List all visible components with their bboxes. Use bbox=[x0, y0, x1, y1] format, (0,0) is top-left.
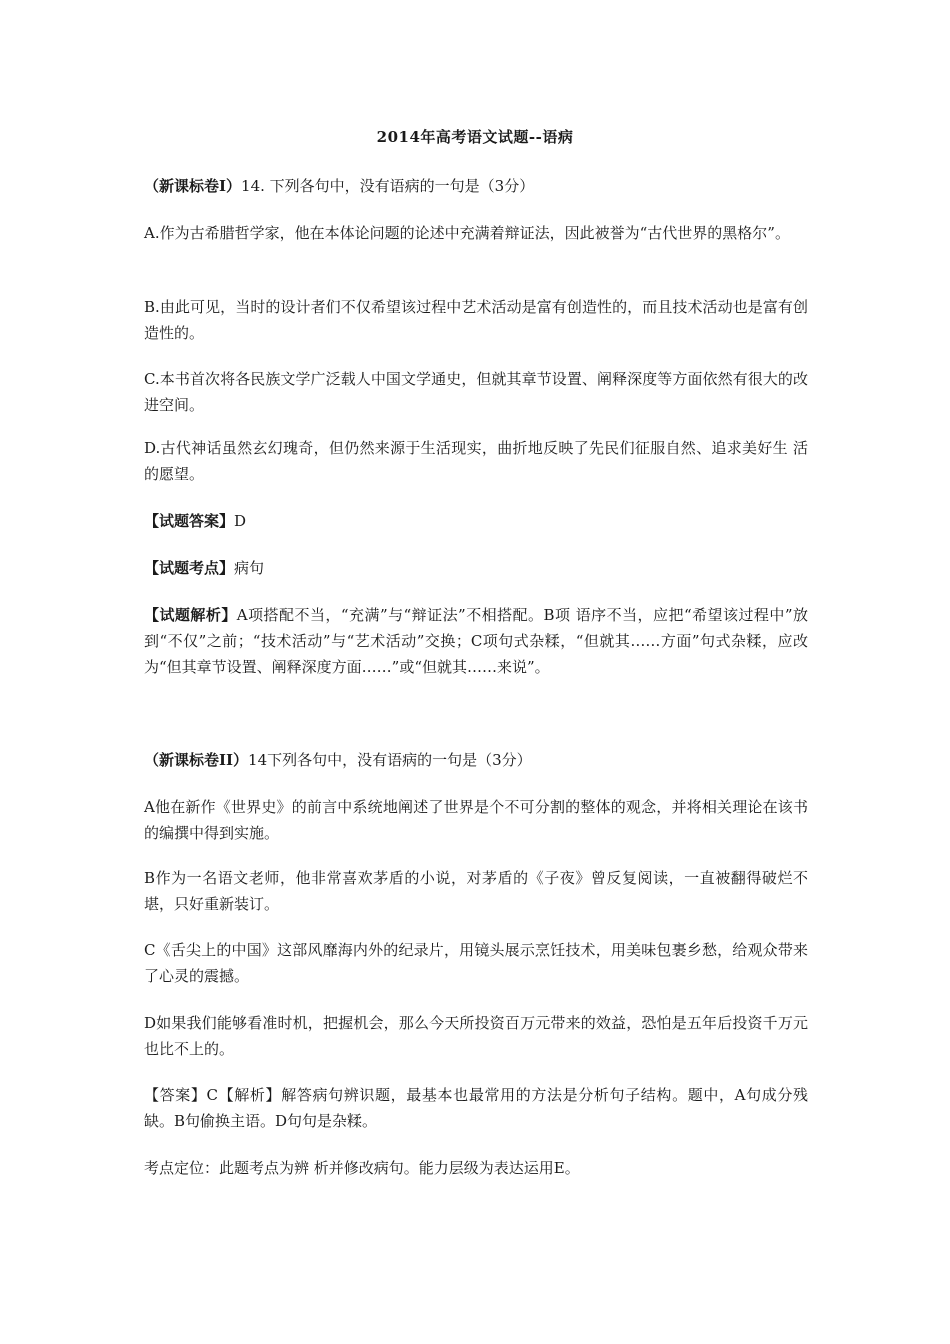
point-label: 【试题考点】 bbox=[144, 559, 235, 577]
question-1-label: （新课标卷Ⅰ） bbox=[144, 177, 242, 195]
question-2-text: 14下列各句中，没有语病的一句是（3分） bbox=[248, 751, 532, 769]
question-2-option-a: A他在新作《世界史》的前言中系统地阐述了世界是个不可分割的整体的观念，并将相关理论在该书的编撰中得到实施。 bbox=[144, 798, 808, 842]
document-title: 2014年高考语文试题--语病 bbox=[376, 128, 574, 146]
point-value: 病句 bbox=[234, 559, 265, 577]
question-2-point: 考点定位：此题考点为辨 析并修改病句。能力层级为表达运用E。 bbox=[144, 1159, 580, 1177]
question-2-option-c: C《舌尖上的中国》这部风靡海内外的纪录片，用镜头展示烹饪技术，用美味包裹乡愁，给观众带来了心灵的震撼。 bbox=[144, 941, 808, 985]
question-1-option-d: D.古代神话虽然玄幻瑰奇，但仍然来源于生活现实，曲折地反映了先民们征服自然、追求美好生 活的愿望。 bbox=[144, 439, 808, 483]
answer-label: 【试题答案】 bbox=[144, 512, 235, 530]
question-2-label: （新课标卷II） bbox=[144, 751, 249, 769]
question-1-option-c: C.本书首次将各民族文学广泛载人中国文学通史，但就其章节设置、阐释深度等方面依然有很大的改进空间。 bbox=[144, 370, 808, 414]
question-1-option-a: A.作为古希腊哲学家，他在本体论问题的论述中充满着辩证法，因此被誉为“古代世界的黑格尔”。 bbox=[144, 224, 790, 242]
question-1-stem bbox=[144, 173, 808, 199]
question-2-option-d: D如果我们能够看准时机，把握机会，那么今天所投资百万元带来的效益，恐怕是五年后投资千万元也比不上的。 bbox=[144, 1014, 808, 1058]
question-1-text: 14. 下列各句中，没有语病的一句是（3分） bbox=[241, 177, 535, 195]
analysis-label: 【试题解析】 bbox=[144, 606, 237, 624]
question-1-option-b: B.由此可见，当时的设计者们不仅希望该过程中艺术活动是富有创造性的，而且技术活动也是富有创造性的。 bbox=[144, 298, 808, 342]
analysis-text: A项搭配不当，“充满”与“辩证法”不相搭配。B项 语序不当，应把“希望该过程中”放到“不仅”之前；“技术活动”与“艺术活动”交换；C项句式杂糅，“但就其……方面”句式杂糅，应改为“但其章节设置、阐释深度方面……”或“但就其……来说”。 bbox=[144, 606, 808, 676]
question-1-point bbox=[144, 555, 808, 581]
question-2-stem bbox=[144, 747, 808, 773]
question-2-answer: 【答案】C【解析】解答病句辨识题，最基本也最常用的方法是分析句子结构。题中，A句成分残缺。B句偷换主语。D句句是杂糅。 bbox=[144, 1086, 808, 1130]
question-1-analysis bbox=[144, 602, 808, 680]
answer-value: D bbox=[234, 512, 247, 530]
question-1-answer bbox=[144, 508, 808, 534]
question-2-option-b: B作为一名语文老师，他非常喜欢茅盾的小说，对茅盾的《子夜》曾反复阅读，一直被翻得破烂不堪，只好重新装订。 bbox=[144, 869, 808, 913]
